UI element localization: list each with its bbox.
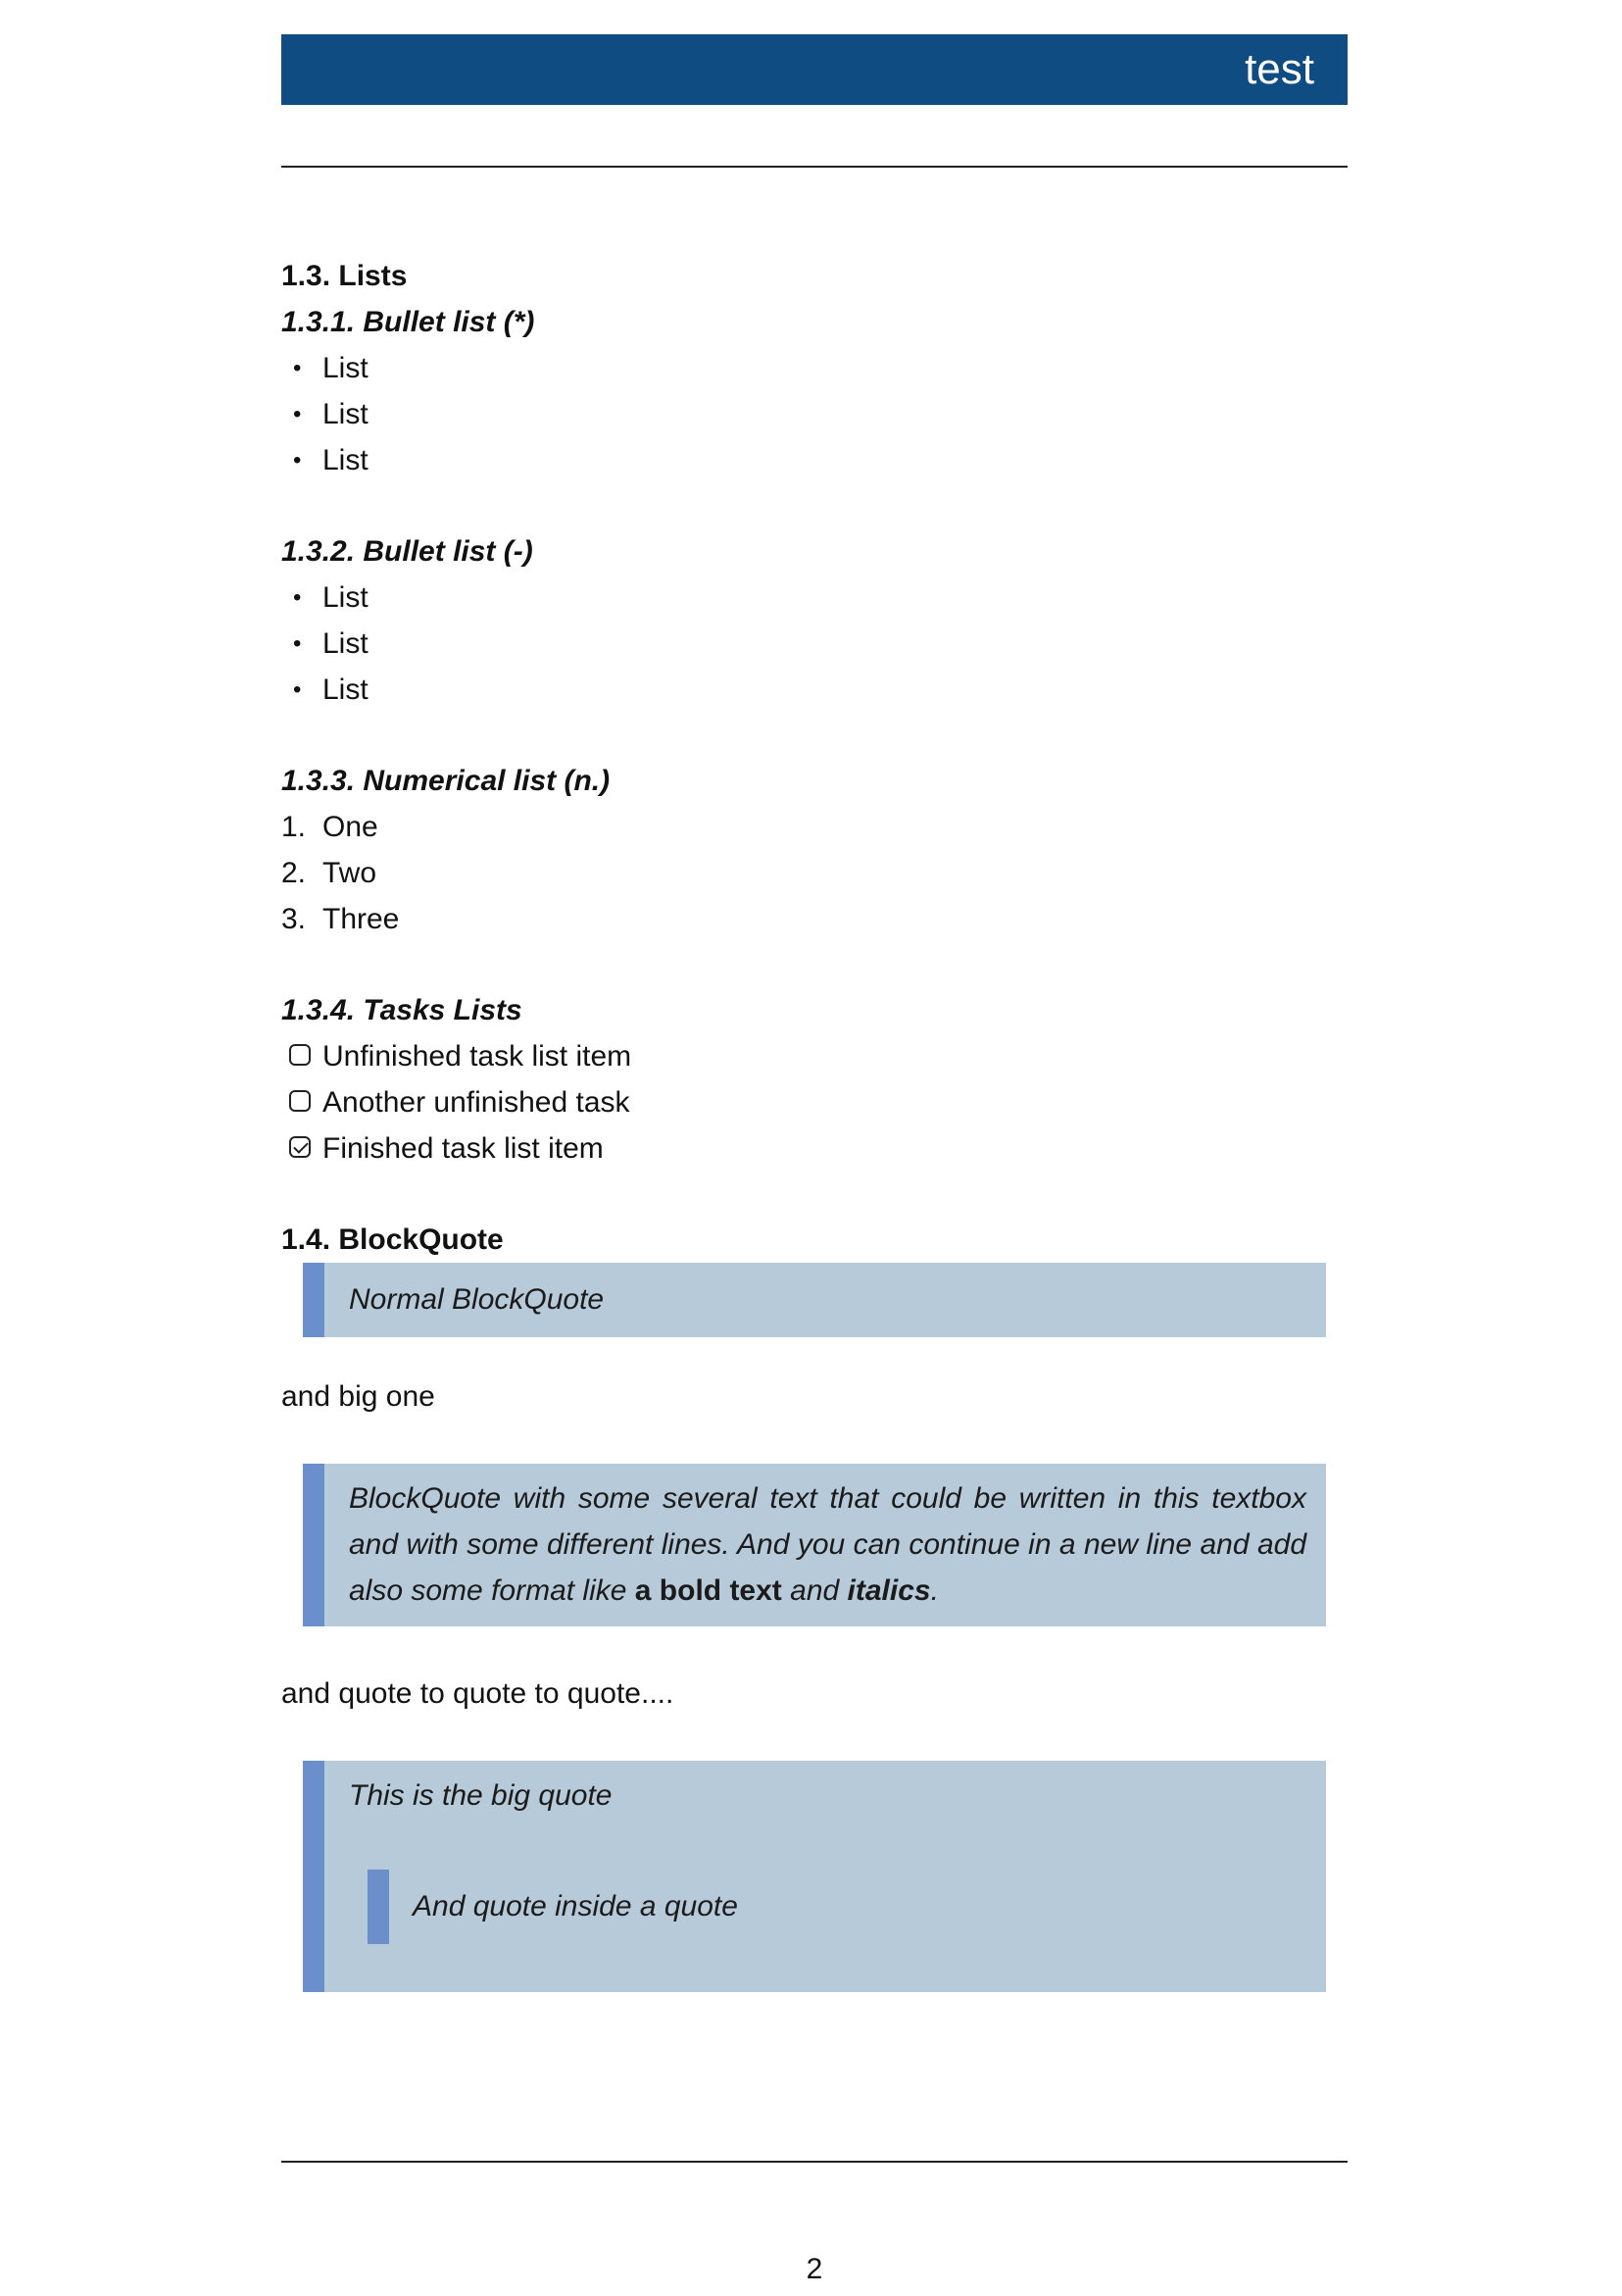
- numbered-item-text: One: [322, 811, 378, 843]
- page-number: 2: [806, 2253, 823, 2285]
- nested-blockquote: [303, 1761, 1326, 1992]
- list-item: [281, 667, 1348, 713]
- big-blockquote-period: .: [930, 1574, 939, 1607]
- subheading-numerical: 1.3.3. Numerical list (n.): [281, 765, 611, 797]
- header-bar: [281, 34, 1348, 105]
- numbered-item-text: Three: [322, 903, 400, 935]
- paragraph-big-one: and big one: [281, 1380, 435, 1413]
- big-blockquote-text: BlockQuote with some several text that could be written in this textbox and with some different lines. And you can continue in a new line and add also some format like: [349, 1482, 1306, 1607]
- number-marker: 3.: [281, 903, 307, 935]
- document-page: [281, 0, 1348, 2296]
- big-blockquote: [303, 1464, 1326, 1626]
- header-rule: [281, 166, 1348, 168]
- bullet-icon: •: [293, 676, 302, 703]
- list-item-text: List: [322, 352, 369, 384]
- bullet-icon: •: [293, 584, 302, 611]
- inner-blockquote: [368, 1870, 1306, 1944]
- bullet-icon: •: [293, 447, 302, 474]
- number-marker: 2.: [281, 857, 307, 889]
- section-heading-blockquote: 1.4. BlockQuote: [281, 1223, 504, 1256]
- big-blockquote-conjunction: and: [781, 1574, 848, 1607]
- numbered-item-text: Two: [322, 857, 377, 889]
- checked-checkbox-icon[interactable]: [289, 1136, 311, 1158]
- bullet-icon: •: [293, 630, 302, 657]
- task-item-text: Another unfinished task: [322, 1086, 630, 1119]
- subheading-bullet-dash: 1.3.2. Bullet list (-): [281, 535, 533, 568]
- section-heading-lists: 1.3. Lists: [281, 260, 408, 292]
- page-content: [281, 253, 1348, 1992]
- subheading-tasks: 1.3.4. Tasks Lists: [281, 994, 522, 1026]
- list-item-text: List: [322, 398, 369, 430]
- list-item-text: List: [322, 674, 369, 706]
- task-item: [281, 1033, 1348, 1079]
- task-item: [281, 1079, 1348, 1125]
- unchecked-checkbox-icon[interactable]: [289, 1090, 311, 1112]
- big-blockquote-bold-italic: italics: [847, 1574, 931, 1607]
- list-item: [281, 574, 1348, 621]
- list-item-text: List: [322, 444, 369, 476]
- paragraph-quote-to-quote: and quote to quote to quote....: [281, 1677, 674, 1710]
- unchecked-checkbox-icon[interactable]: [289, 1044, 311, 1066]
- task-item-text: Unfinished task list item: [322, 1040, 632, 1073]
- numbered-item: [281, 850, 1348, 896]
- list-item: [281, 391, 1348, 437]
- big-blockquote-bold: a bold text: [634, 1574, 782, 1607]
- nested-blockquote-outer-text: This is the big quote: [349, 1779, 613, 1812]
- list-item-text: List: [322, 581, 369, 614]
- normal-blockquote-text: Normal BlockQuote: [349, 1283, 605, 1316]
- number-marker: 1.: [281, 811, 307, 843]
- header-title: test: [1245, 45, 1314, 93]
- bullet-icon: •: [293, 401, 302, 427]
- list-item: [281, 345, 1348, 391]
- task-item-text: Finished task list item: [322, 1132, 604, 1165]
- bullet-icon: •: [293, 355, 302, 381]
- list-item: [281, 621, 1348, 667]
- task-item: [281, 1125, 1348, 1172]
- inner-blockquote-text: And quote inside a quote: [413, 1890, 738, 1922]
- list-item: [281, 437, 1348, 483]
- numbered-item: [281, 804, 1348, 850]
- normal-blockquote: [303, 1263, 1326, 1337]
- subheading-bullet-star: 1.3.1. Bullet list (*): [281, 306, 535, 338]
- list-item-text: List: [322, 627, 369, 660]
- numbered-item: [281, 896, 1348, 942]
- footer-rule: [281, 2161, 1348, 2163]
